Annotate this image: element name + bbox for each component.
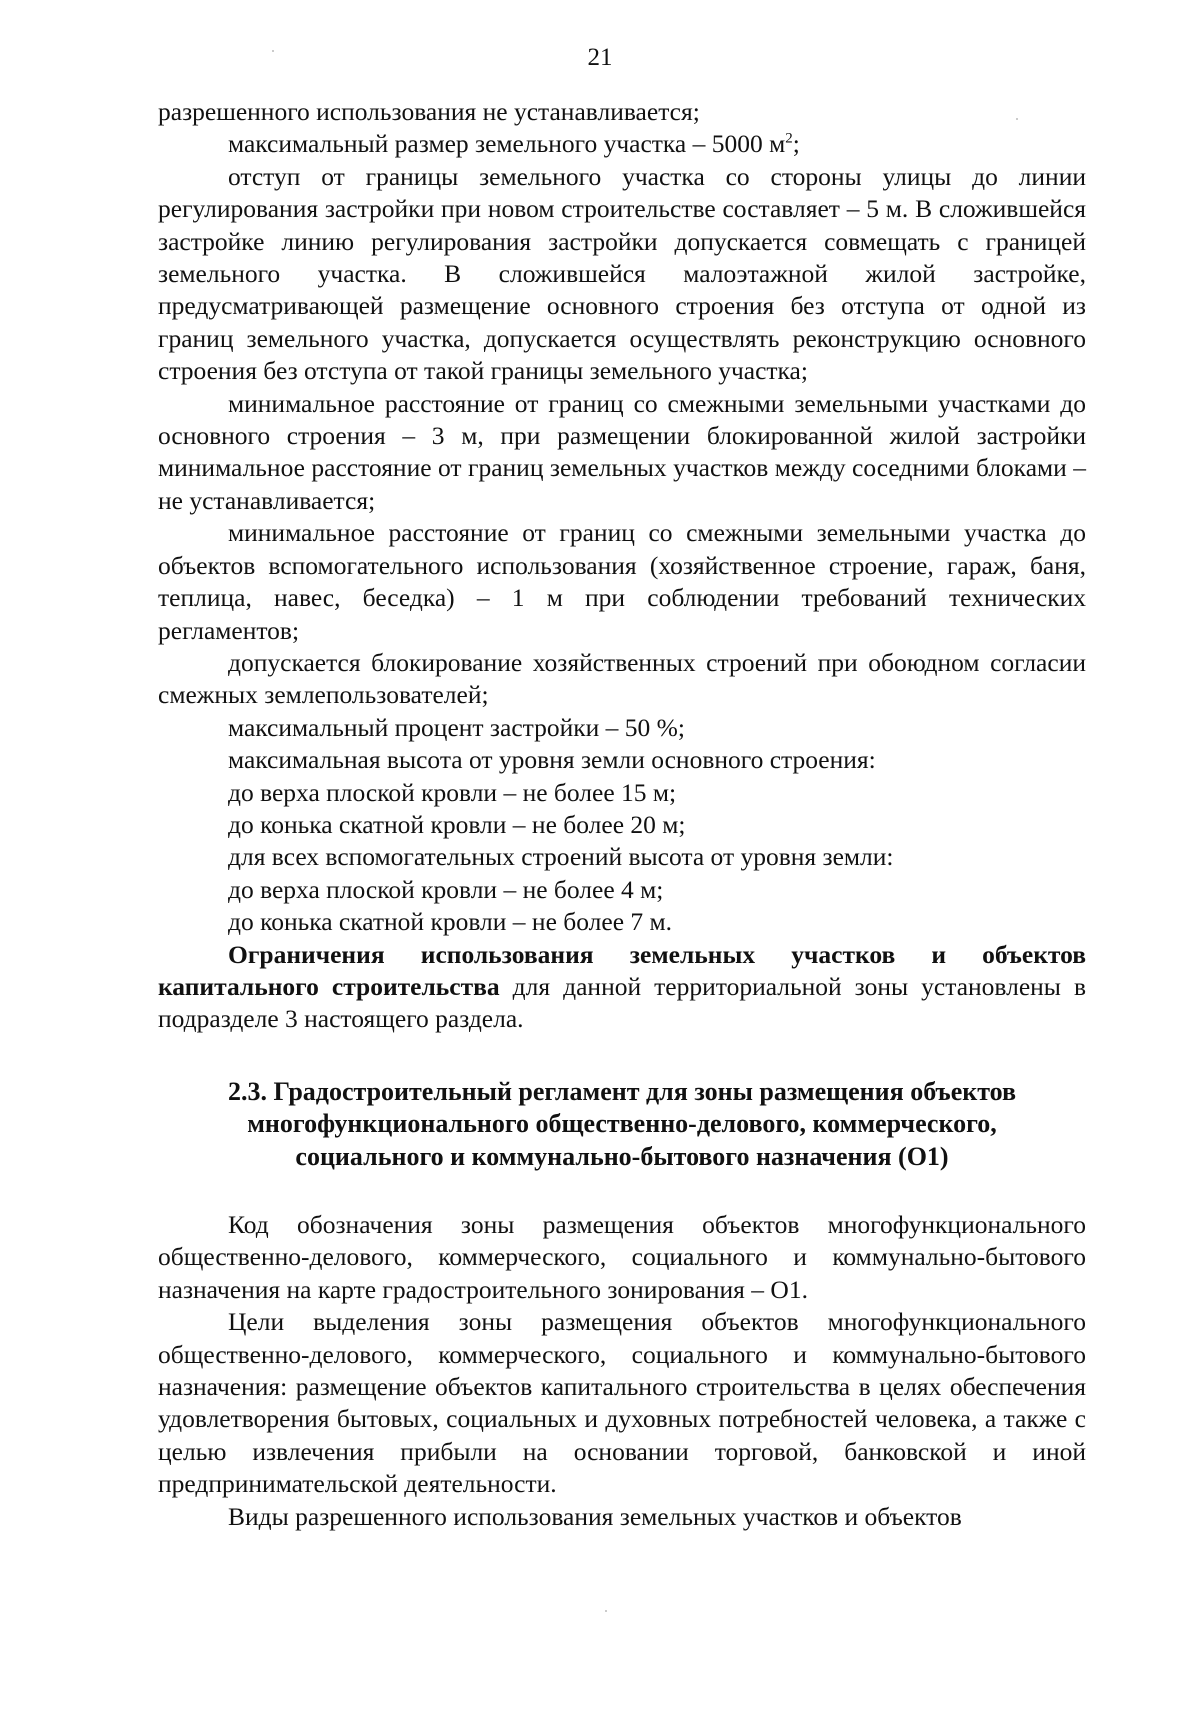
paragraph-max-area	[158, 128, 1086, 160]
paragraph: минимальное расстояние от границ со смежными земельными участка до объектов вспомогательного использования (хозяйственное строение, гараж, баня, теплица, навес, беседка) – 1 м при соблюдении требований технических регламентов;	[158, 518, 1086, 645]
paragraph: минимальное расстояние от границ со смежными земельными участками до основного строения – 3 м, при размещении блокированной жилой застройки минимальное расстояние от границ земельных участков между соседними блоками – не устанавливается;	[158, 388, 1086, 515]
paragraph: максимальный процент застройки – 50 %;	[228, 712, 685, 742]
paragraph: до верха плоской кровли – не более 15 м;	[228, 777, 677, 807]
paragraph: Код обозначения зоны размещения объектов многофункционального общественно-делового, коммерческого, социального и коммунально-бытового назначения на карте градостроительного зонирования – О1.	[158, 1210, 1086, 1304]
paragraph: максимальная высота от уровня земли основного строения:	[228, 745, 876, 775]
scan-speck	[605, 1610, 607, 1612]
section-heading-line: многофункционального общественно-делового, коммерческого,	[247, 1109, 997, 1139]
paragraph: для всех вспомогательных строений высота от уровня земли:	[228, 842, 894, 872]
paragraph: до верха плоской кровли – не более 4 м;	[228, 874, 664, 904]
restrictions-bold: Ограничения использования земельных участков и объектов капитального строительства	[158, 939, 1086, 1001]
paragraph: отступ от границы земельного участка со стороны улицы до линии регулирования застройки при новом строительстве составляет – 5 м. В сложившейся застройке линию регулирования застройки допускается совмещать с границей земельного участка. В сложившейся малоэтажной жилой застройке, предусматривающей размещение основного строения без отступа от одной из границ земельного участка, допускается осуществлять реконструкцию основного строения без отступа от такой границы земельного участка;	[158, 161, 1086, 386]
paragraph: разрешенного использования не устанавливается;	[158, 97, 700, 126]
paragraph-restrictions	[158, 939, 1086, 1036]
paragraph: Цели выделения зоны размещения объектов многофункционального общественно-делового, коммерческого, социального и коммунально-бытового назначения: размещение объектов капитального строительства в целях обеспечения удовлетворения бытовых, социальных и духовных потребностей человека, а также с целью извлечения прибыли на основании торговой, банковской и иной предпринимательской деятельности.	[158, 1307, 1086, 1499]
restrictions-rest: для данной территориальной зоны установлены в подразделе 3 настоящего раздела.	[158, 971, 1087, 1034]
scan-speck	[272, 50, 274, 52]
section-heading	[158, 1076, 1086, 1173]
scan-speck	[1016, 118, 1018, 120]
max-area-text: максимальный размер земельного участка – 5000 м	[228, 129, 786, 159]
superscript-squared: 2	[785, 130, 793, 147]
max-area-text-end: ;	[792, 129, 800, 159]
section-heading-line: 2.3. Градостроительный регламент для зоны размещения объектов	[227, 1076, 1017, 1106]
document-body	[158, 96, 1086, 1533]
page-number: 21	[587, 44, 613, 71]
paragraph: до конька скатной кровли – не более 20 м;	[228, 809, 686, 839]
paragraph: до конька скатной кровли – не более 7 м.	[228, 907, 673, 937]
section-heading-line: социального и коммунально-бытового назначения (О1)	[295, 1141, 949, 1171]
paragraph: допускается блокирование хозяйственных строений при обоюдном согласии смежных землепользователей;	[158, 647, 1086, 710]
paragraph: Виды разрешенного использования земельных участков и объектов	[228, 1501, 962, 1531]
